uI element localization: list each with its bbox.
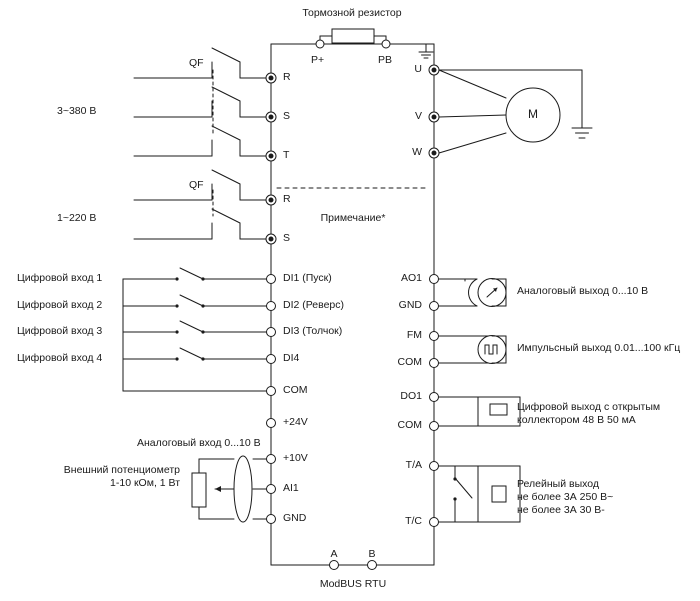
- breaker-1phase-label: QF: [189, 179, 204, 191]
- terminal-di2-label: DI2 (Реверс): [283, 299, 345, 311]
- pulse-output-circuit: [430, 332, 507, 368]
- terminal-s-label: S: [283, 110, 291, 122]
- terminal-tc-label: T/C: [405, 515, 422, 527]
- terminal-r-1phase-label: R: [283, 193, 291, 205]
- terminal-24v-label: +24V: [283, 416, 308, 428]
- potentiometer-label-line1: Внешний потенциометр: [63, 464, 180, 476]
- terminal-s-1phase-label: S: [283, 232, 291, 244]
- ground-terminal: [419, 44, 433, 58]
- terminal-com-fm-label: COM: [397, 356, 422, 368]
- terminal-do1-label: DO1: [400, 390, 422, 402]
- relay-output-description-line2: не более 3А 250 В~: [517, 491, 614, 503]
- digital-output-circuit: [430, 393, 521, 431]
- analog-output-circuit: [430, 275, 507, 311]
- digital-input-4-label: Цифровой вход 4: [17, 352, 103, 364]
- terminal-ao1-label: AO1: [400, 272, 422, 284]
- terminal-10v-label: +10V: [283, 452, 308, 464]
- terminal-fm-label: FM: [406, 329, 422, 341]
- terminal-pb-label: PB: [378, 54, 393, 66]
- digital-output-description-line2: коллектором 48 В 50 мА: [517, 414, 636, 426]
- breaker-3phase-label: QF: [189, 57, 204, 69]
- digital-input-switches: [123, 268, 267, 391]
- terminal-di4-label: DI4: [283, 352, 300, 364]
- relay-output-description-line3: не более 3А 30 В-: [517, 504, 605, 516]
- potentiometer-label-line2: 1-10 кОм, 1 Вт: [110, 477, 180, 489]
- relay-output-circuit: [430, 462, 521, 527]
- supply-1phase-label: 1~220 В: [57, 212, 97, 224]
- relay-output-description-line1: Релейный выход: [517, 478, 599, 490]
- digital-input-2-label: Цифровой вход 2: [17, 299, 103, 311]
- terminal-t-label: T: [283, 149, 290, 161]
- terminal-r-label: R: [283, 71, 291, 83]
- pulse-output-description: Импульсный выход 0.01...100 кГц: [517, 342, 681, 354]
- terminal-ai1-label: AI1: [283, 482, 299, 494]
- digital-input-1-label: Цифровой вход 1: [17, 272, 103, 284]
- circuit-breaker-3phase: [134, 48, 240, 156]
- motor-output-terminals: [429, 65, 506, 158]
- note-label: Примечание*: [320, 212, 386, 224]
- terminal-modbus-b-label: B: [368, 548, 376, 560]
- modbus-label: ModBUS RTU: [319, 578, 387, 590]
- terminal-di3-label: DI3 (Толчок): [283, 325, 343, 337]
- terminal-ta-label: T/A: [405, 459, 422, 471]
- terminal-com-do-label: COM: [397, 419, 422, 431]
- terminal-gnd-ao-label: GND: [398, 299, 422, 311]
- terminal-u-label: U: [414, 63, 422, 75]
- terminal-w-label: W: [412, 146, 422, 158]
- brake-resistor-circuit: [316, 29, 390, 48]
- analog-output-description: Аналоговый выход 0...10 В: [517, 285, 649, 297]
- terminal-modbus-a-label: A: [330, 548, 338, 560]
- digital-input-3-label: Цифровой вход 3: [17, 325, 103, 337]
- terminal-gnd-ai-label: GND: [283, 512, 307, 524]
- terminal-v-label: V: [414, 110, 422, 122]
- digital-output-description-line1: Цифровой выход с открытым: [517, 401, 661, 413]
- analog-input-title: Аналоговый вход 0...10 В: [137, 437, 261, 449]
- terminal-di1-label: DI1 (Пуск): [283, 272, 332, 284]
- potentiometer-circuit: [192, 456, 267, 522]
- supply-3phase-label: 3~380 В: [57, 105, 97, 117]
- terminal-com-label: COM: [283, 384, 308, 396]
- motor-label: M: [528, 107, 538, 121]
- terminal-p-plus-label: P+: [311, 54, 325, 66]
- circuit-breaker-1phase: [134, 170, 240, 239]
- brake-resistor-label: Тормозной резистор: [302, 7, 402, 19]
